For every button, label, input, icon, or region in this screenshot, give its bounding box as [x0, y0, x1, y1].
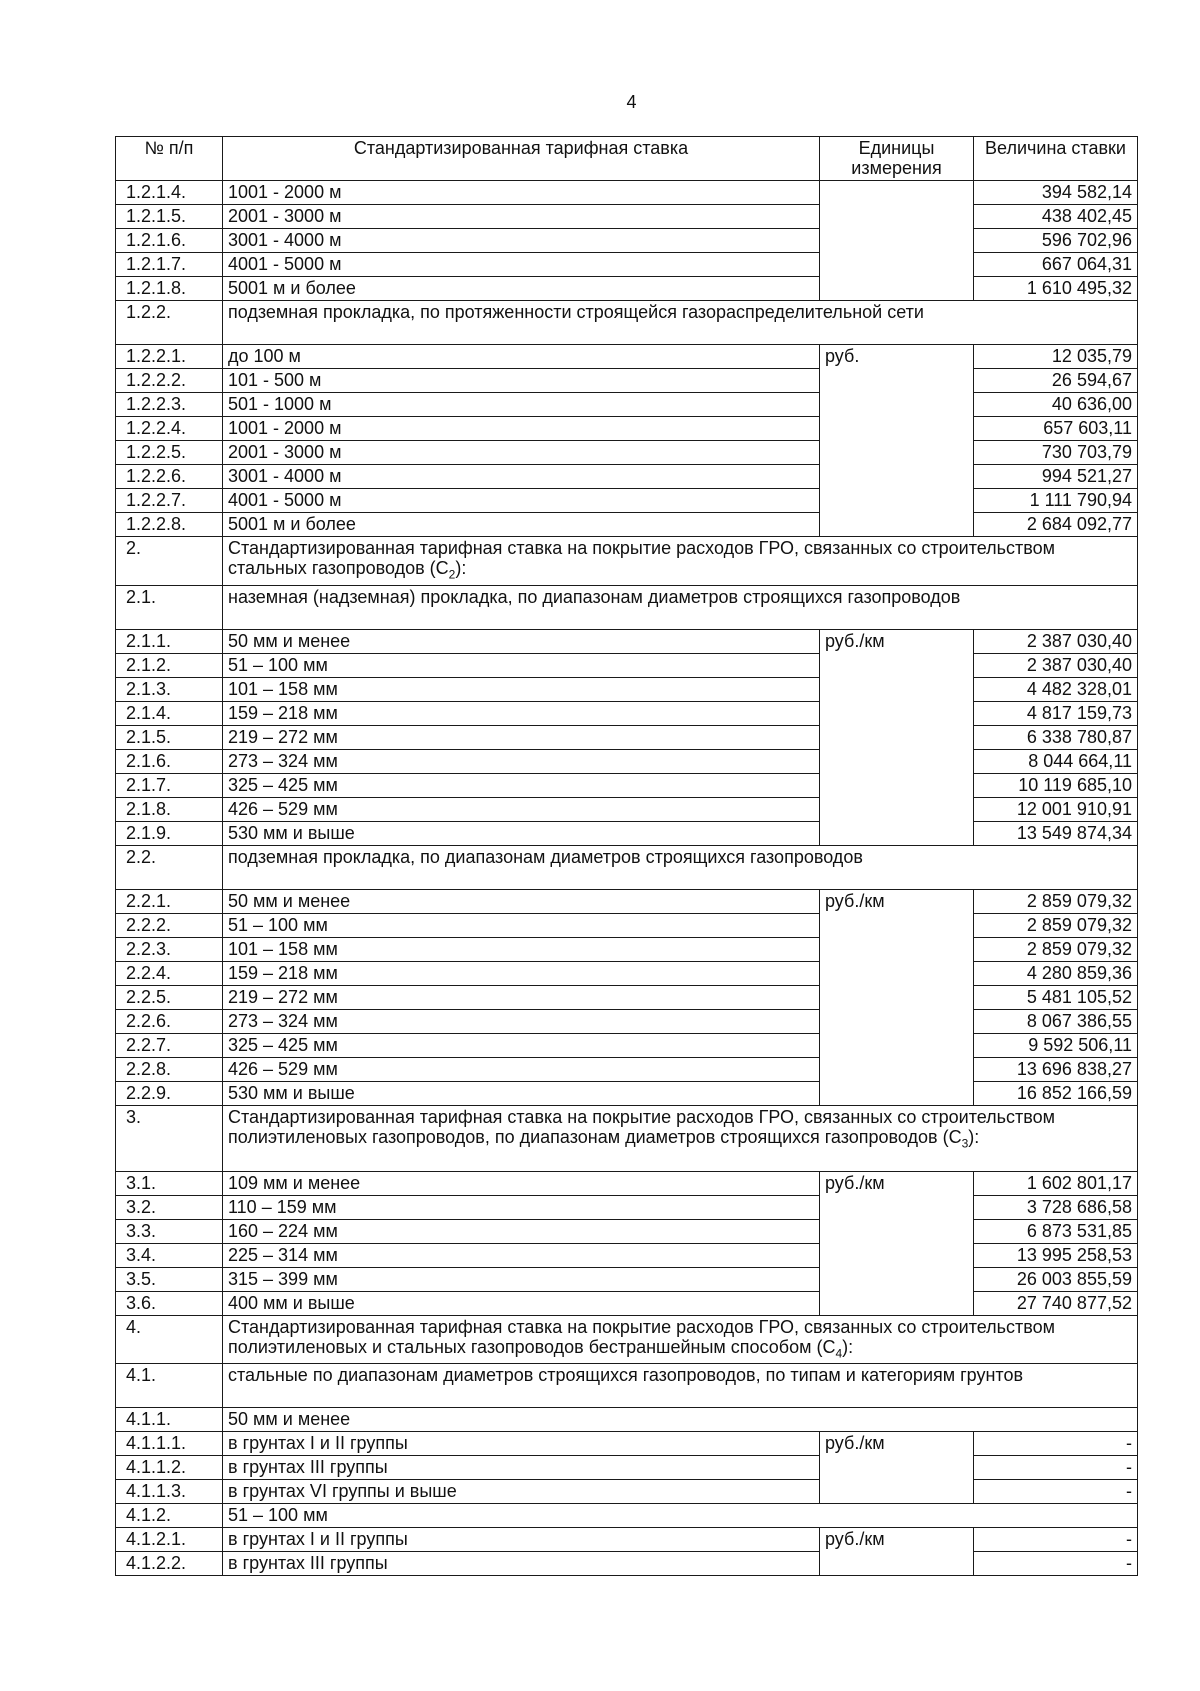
- row-unit: руб./км: [820, 889, 974, 1105]
- row-value: 6 338 780,87: [974, 725, 1138, 749]
- row-number: 4.: [116, 1315, 223, 1364]
- table-row: [116, 1456, 1138, 1480]
- header-value: Величина ставки: [974, 137, 1138, 181]
- row-value: 12 001 910,91: [974, 797, 1138, 821]
- table-row: [116, 889, 1138, 913]
- row-name: 501 - 1000 м: [223, 393, 820, 417]
- row-value: 10 119 685,10: [974, 773, 1138, 797]
- row-name: [223, 585, 1138, 629]
- row-unit: руб./км: [820, 1171, 974, 1315]
- row-name: 110 – 159 мм: [223, 1195, 820, 1219]
- row-number: 4.1.1.3.: [116, 1480, 223, 1504]
- row-number: 2.2.7.: [116, 1033, 223, 1057]
- formula-subscript: 2: [448, 567, 456, 582]
- row-name: в грунтах III группы: [223, 1552, 820, 1576]
- table-row: [116, 393, 1138, 417]
- row-number: 3.2.: [116, 1195, 223, 1219]
- row-unit: руб.: [820, 345, 974, 537]
- row-value: 438 402,45: [974, 205, 1138, 229]
- row-number: 1.2.1.7.: [116, 253, 223, 277]
- row-number: 2.2.3.: [116, 937, 223, 961]
- row-value: 27 740 877,52: [974, 1291, 1138, 1315]
- section-title: 51 – 100 мм: [228, 1505, 328, 1526]
- row-value: 6 873 531,85: [974, 1219, 1138, 1243]
- row-value: 26 003 855,59: [974, 1267, 1138, 1291]
- table-row: [116, 1171, 1138, 1195]
- row-name: 101 - 500 м: [223, 369, 820, 393]
- table-row: [116, 417, 1138, 441]
- table-row: [116, 229, 1138, 253]
- row-number: 4.1.2.1.: [116, 1528, 223, 1552]
- row-number: 2.1.: [116, 585, 223, 629]
- header-number: № п/п: [116, 137, 223, 181]
- row-number: 3.1.: [116, 1171, 223, 1195]
- section-title: наземная (надземная) прокладка, по диапазонам диаметров строящихся газопроводов: [228, 586, 961, 607]
- row-name: 273 – 324 мм: [223, 1009, 820, 1033]
- row-number: 3.5.: [116, 1267, 223, 1291]
- table-row: [116, 725, 1138, 749]
- table-row: [116, 181, 1138, 205]
- row-value: -: [974, 1480, 1138, 1504]
- table-row: [116, 1081, 1138, 1105]
- table-row: [116, 369, 1138, 393]
- row-value: 26 594,67: [974, 369, 1138, 393]
- row-number: 2.1.3.: [116, 677, 223, 701]
- table-row: [116, 985, 1138, 1009]
- row-value: 5 481 105,52: [974, 985, 1138, 1009]
- section-title-tail: ):: [455, 558, 467, 578]
- row-number: 4.1.: [116, 1364, 223, 1408]
- row-number: 3.: [116, 1105, 223, 1171]
- row-value: 1 602 801,17: [974, 1171, 1138, 1195]
- row-value: 2 387 030,40: [974, 629, 1138, 653]
- row-name: [223, 1364, 1138, 1408]
- row-name: 3001 - 4000 м: [223, 229, 820, 253]
- table-row: [116, 845, 1138, 889]
- section-title: Стандартизированная тарифная ставка на покрытие расходов ГРО, связанных со строительством полиэтиленовых газопроводов, по диапазонам диаметров строящихся газопроводов (С: [228, 1106, 1056, 1147]
- table-row: [116, 1408, 1138, 1432]
- table-row: [116, 585, 1138, 629]
- row-name: 219 – 272 мм: [223, 985, 820, 1009]
- section-title: подземная прокладка, по диапазонам диаметров строящихся газопроводов: [228, 846, 863, 867]
- row-name: [223, 1408, 1138, 1432]
- row-name: 51 – 100 мм: [223, 913, 820, 937]
- row-value: 8 067 386,55: [974, 1009, 1138, 1033]
- row-name: 400 мм и выше: [223, 1291, 820, 1315]
- row-value: 2 387 030,40: [974, 653, 1138, 677]
- row-number: 1.2.2.8.: [116, 513, 223, 537]
- table-row: [116, 749, 1138, 773]
- row-name: 159 – 218 мм: [223, 961, 820, 985]
- row-name: 426 – 529 мм: [223, 797, 820, 821]
- table-row: [116, 1267, 1138, 1291]
- row-name: [223, 845, 1138, 889]
- row-number: 2.2.6.: [116, 1009, 223, 1033]
- row-name: 51 – 100 мм: [223, 653, 820, 677]
- row-name: 4001 - 5000 м: [223, 489, 820, 513]
- row-value: 4 280 859,36: [974, 961, 1138, 985]
- row-number: 1.2.2.7.: [116, 489, 223, 513]
- row-value: 2 859 079,32: [974, 889, 1138, 913]
- row-name: 273 – 324 мм: [223, 749, 820, 773]
- row-name: 160 – 224 мм: [223, 1219, 820, 1243]
- row-name: 3001 - 4000 м: [223, 465, 820, 489]
- table-row: [116, 1315, 1138, 1364]
- row-name: до 100 м: [223, 345, 820, 369]
- row-number: 2.2.1.: [116, 889, 223, 913]
- row-number: 3.6.: [116, 1291, 223, 1315]
- section-title: Стандартизированная тарифная ставка на покрытие расходов ГРО, связанных со строительством полиэтиленовых и стальных газопроводов бестраншейным способом (С: [228, 1316, 1056, 1357]
- table-row: [116, 441, 1138, 465]
- row-number: 2.2.9.: [116, 1081, 223, 1105]
- table-row: [116, 677, 1138, 701]
- row-number: 1.2.1.6.: [116, 229, 223, 253]
- row-name: 4001 - 5000 м: [223, 253, 820, 277]
- section-title: 50 мм и менее: [228, 1409, 351, 1430]
- row-number: 2.: [116, 537, 223, 586]
- row-number: 4.1.1.: [116, 1408, 223, 1432]
- table-row: [116, 1243, 1138, 1267]
- row-value: 4 817 159,73: [974, 701, 1138, 725]
- row-value: 994 521,27: [974, 465, 1138, 489]
- row-name: 109 мм и менее: [223, 1171, 820, 1195]
- row-name: 325 – 425 мм: [223, 1033, 820, 1057]
- row-number: 2.2.: [116, 845, 223, 889]
- formula-subscript: 4: [835, 1346, 843, 1361]
- table-row: [116, 1291, 1138, 1315]
- page-number: 4: [626, 92, 637, 112]
- row-value: 2 859 079,32: [974, 937, 1138, 961]
- row-value: 596 702,96: [974, 229, 1138, 253]
- row-number: 3.4.: [116, 1243, 223, 1267]
- row-value: 1 111 790,94: [974, 489, 1138, 513]
- table-row: [116, 489, 1138, 513]
- row-name: [223, 1504, 1138, 1528]
- row-value: 2 859 079,32: [974, 913, 1138, 937]
- row-value: 13 995 258,53: [974, 1243, 1138, 1267]
- table-row: [116, 961, 1138, 985]
- row-value: 667 064,31: [974, 253, 1138, 277]
- row-value: 16 852 166,59: [974, 1081, 1138, 1105]
- tariff-table: [115, 136, 1138, 1576]
- row-number: 2.2.8.: [116, 1057, 223, 1081]
- row-value: -: [974, 1456, 1138, 1480]
- row-number: 4.1.2.2.: [116, 1552, 223, 1576]
- row-value: 13 549 874,34: [974, 821, 1138, 845]
- table-row: [116, 1033, 1138, 1057]
- row-name: 426 – 529 мм: [223, 1057, 820, 1081]
- section-title-tail: ):: [968, 1126, 980, 1147]
- row-number: 2.1.8.: [116, 797, 223, 821]
- table-row: [116, 1009, 1138, 1033]
- row-name: в грунтах VI группы и выше: [223, 1480, 820, 1504]
- table-row: [116, 253, 1138, 277]
- section-title-tail: ):: [842, 1336, 854, 1357]
- table-row: [116, 537, 1138, 586]
- table-row: [116, 277, 1138, 301]
- table-row: [116, 653, 1138, 677]
- row-number: 2.1.9.: [116, 821, 223, 845]
- header-unit: Единицы измерения: [820, 137, 974, 181]
- row-value: -: [974, 1552, 1138, 1576]
- row-name: 325 – 425 мм: [223, 773, 820, 797]
- row-number: 3.3.: [116, 1219, 223, 1243]
- row-number: 1.2.1.4.: [116, 181, 223, 205]
- row-number: 4.1.2.: [116, 1504, 223, 1528]
- row-name: [223, 301, 1138, 345]
- formula-subscript: 3: [961, 1136, 969, 1151]
- section-title: стальные по диапазонам диаметров строящихся газопроводов, по типам и категориям грунтов: [228, 1365, 1024, 1386]
- row-number: 4.1.1.2.: [116, 1456, 223, 1480]
- row-name: в грунтах III группы: [223, 1456, 820, 1480]
- row-value: 4 482 328,01: [974, 677, 1138, 701]
- row-number: 2.1.5.: [116, 725, 223, 749]
- row-name: 50 мм и менее: [223, 889, 820, 913]
- row-value: 12 035,79: [974, 345, 1138, 369]
- row-name: 101 – 158 мм: [223, 937, 820, 961]
- row-number: 1.2.2.2.: [116, 369, 223, 393]
- row-number: 1.2.2.4.: [116, 417, 223, 441]
- row-name: [223, 1315, 1138, 1364]
- row-number: 2.1.7.: [116, 773, 223, 797]
- row-value: 13 696 838,27: [974, 1057, 1138, 1081]
- row-value: 394 582,14: [974, 181, 1138, 205]
- row-value: 730 703,79: [974, 441, 1138, 465]
- row-unit: руб./км: [820, 629, 974, 845]
- table-row: [116, 701, 1138, 725]
- row-name: 5001 м и более: [223, 277, 820, 301]
- table-row: [116, 913, 1138, 937]
- row-number: 1.2.2.5.: [116, 441, 223, 465]
- section-title: Стандартизированная тарифная ставка на покрытие расходов ГРО, связанных со строительством стальных газопроводов (С: [228, 538, 1056, 578]
- table-row: [116, 937, 1138, 961]
- row-name: 225 – 314 мм: [223, 1243, 820, 1267]
- row-number: 1.2.2.3.: [116, 393, 223, 417]
- row-number: 1.2.1.8.: [116, 277, 223, 301]
- row-value: 657 603,11: [974, 417, 1138, 441]
- table-row: [116, 1528, 1138, 1552]
- row-name: 159 – 218 мм: [223, 701, 820, 725]
- row-number: 4.1.1.1.: [116, 1432, 223, 1456]
- row-value: 40 636,00: [974, 393, 1138, 417]
- row-value: 3 728 686,58: [974, 1195, 1138, 1219]
- row-unit: руб./км: [820, 1528, 974, 1576]
- row-unit: руб./км: [820, 1432, 974, 1504]
- table-row: [116, 1364, 1138, 1408]
- row-name: в грунтах I и II группы: [223, 1528, 820, 1552]
- row-name: 219 – 272 мм: [223, 725, 820, 749]
- row-value: 1 610 495,32: [974, 277, 1138, 301]
- row-name: 5001 м и более: [223, 513, 820, 537]
- table-row: [116, 1057, 1138, 1081]
- row-name: 50 мм и менее: [223, 629, 820, 653]
- section-title: подземная прокладка, по протяженности строящейся газораспределительной сети: [228, 302, 924, 322]
- row-number: 2.1.6.: [116, 749, 223, 773]
- row-number: 2.2.4.: [116, 961, 223, 985]
- row-name: в грунтах I и II группы: [223, 1432, 820, 1456]
- row-name: 530 мм и выше: [223, 821, 820, 845]
- table-row: [116, 345, 1138, 369]
- table-row: [116, 1480, 1138, 1504]
- table-row: [116, 1195, 1138, 1219]
- row-value: -: [974, 1528, 1138, 1552]
- row-name: 2001 - 3000 м: [223, 205, 820, 229]
- row-number: 1.2.2.1.: [116, 345, 223, 369]
- table-row: [116, 513, 1138, 537]
- row-number: 2.2.2.: [116, 913, 223, 937]
- row-name: [223, 1105, 1138, 1171]
- row-number: 2.1.4.: [116, 701, 223, 725]
- row-value: 2 684 092,77: [974, 513, 1138, 537]
- row-name: 1001 - 2000 м: [223, 417, 820, 441]
- header-rate-name: Стандартизированная тарифная ставка: [223, 137, 820, 181]
- row-name: 101 – 158 мм: [223, 677, 820, 701]
- table-row: [116, 1432, 1138, 1456]
- row-unit: [820, 181, 974, 301]
- row-number: 2.1.2.: [116, 653, 223, 677]
- row-name: 315 – 399 мм: [223, 1267, 820, 1291]
- table-row: [116, 629, 1138, 653]
- table-row: [116, 821, 1138, 845]
- table-row: [116, 1504, 1138, 1528]
- row-name: 530 мм и выше: [223, 1081, 820, 1105]
- header-row: [116, 137, 1138, 181]
- row-value: -: [974, 1432, 1138, 1456]
- row-value: 9 592 506,11: [974, 1033, 1138, 1057]
- row-number: 2.2.5.: [116, 985, 223, 1009]
- table-row: [116, 1105, 1138, 1171]
- row-number: 1.2.1.5.: [116, 205, 223, 229]
- table-row: [116, 1219, 1138, 1243]
- table-row: [116, 797, 1138, 821]
- row-name: [223, 537, 1138, 586]
- row-name: 2001 - 3000 м: [223, 441, 820, 465]
- row-number: 1.2.2.6.: [116, 465, 223, 489]
- row-value: 8 044 664,11: [974, 749, 1138, 773]
- table-row: [116, 205, 1138, 229]
- table-row: [116, 773, 1138, 797]
- table-row: [116, 1552, 1138, 1576]
- row-number: 2.1.1.: [116, 629, 223, 653]
- table-row: [116, 301, 1138, 345]
- row-number: 1.2.2.: [116, 301, 223, 345]
- row-name: 1001 - 2000 м: [223, 181, 820, 205]
- table-row: [116, 465, 1138, 489]
